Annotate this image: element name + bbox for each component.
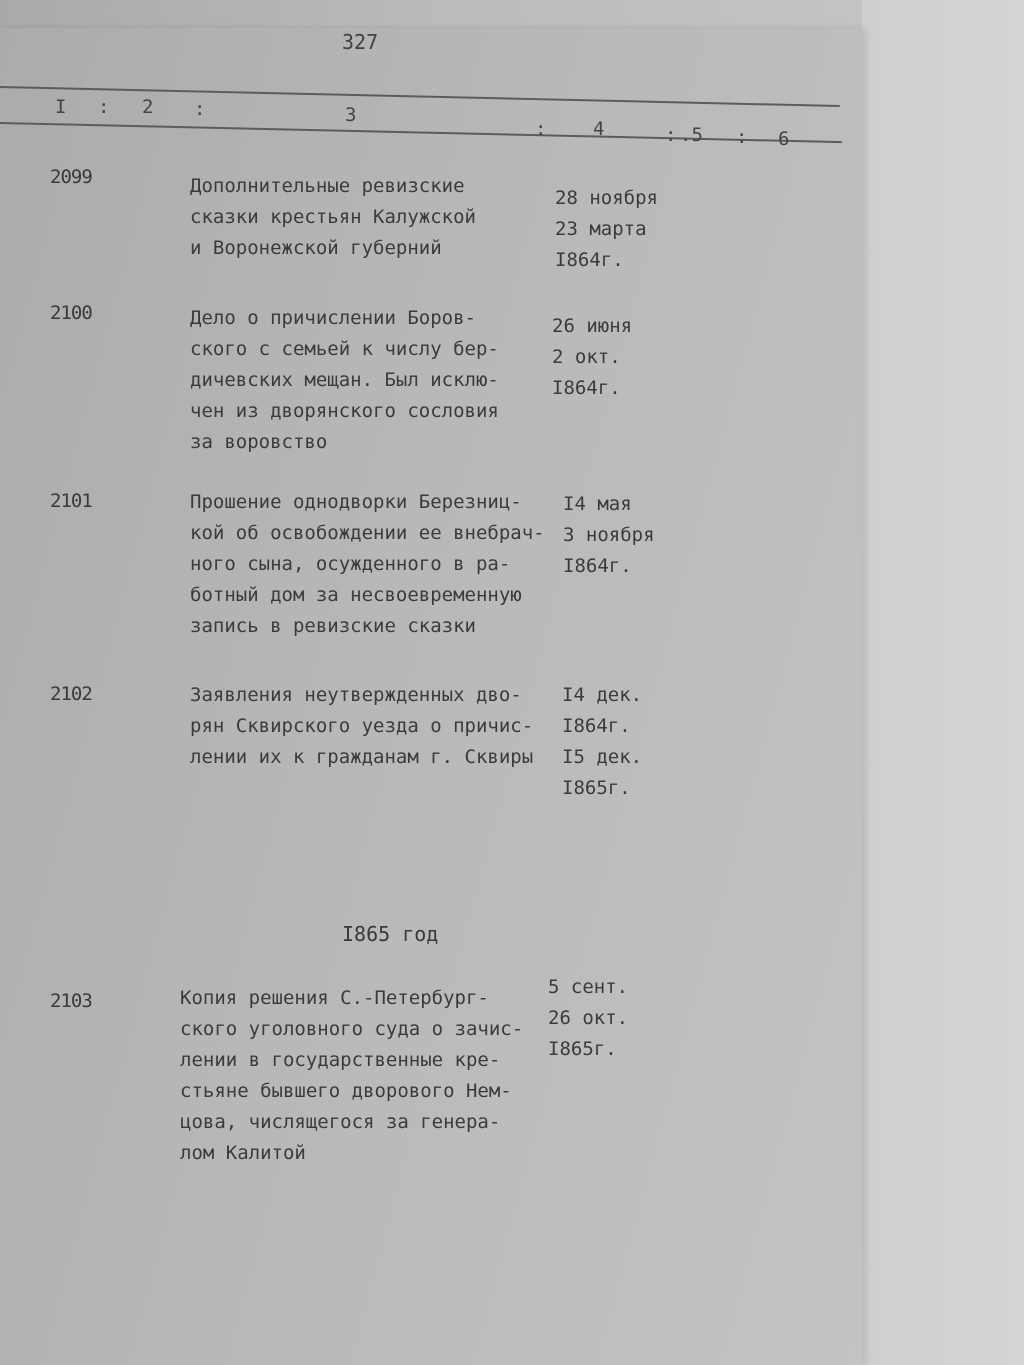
description-line: лении их к гражданам г. Сквиры <box>190 746 534 768</box>
date-line: 2 окт. <box>552 346 621 368</box>
entry-number: 2102 <box>50 683 92 705</box>
description-line: дичевских мещан. Был исклю- <box>190 369 499 391</box>
description-line: Дополнительные ревизские <box>190 175 465 197</box>
entry-dates <box>552 311 632 404</box>
header-sep: : <box>98 96 110 118</box>
description-line: рян Сквирского уезда о причис- <box>190 715 534 737</box>
entry-description <box>190 680 533 773</box>
description-line: и Воронежской губерний <box>190 237 442 259</box>
header-col-1: I <box>55 96 67 118</box>
description-line: Прошение однодворки Березниц- <box>190 491 522 513</box>
page-edge-background <box>862 0 1024 1365</box>
description-line: лении в государственные кре- <box>180 1049 501 1071</box>
date-line: I864г. <box>562 715 631 737</box>
entry-dates <box>555 183 658 276</box>
header-col-2: 2 <box>142 96 154 118</box>
date-line: I4 мая <box>563 493 632 515</box>
page-number: 327 <box>342 30 379 54</box>
entry-number: 2099 <box>50 166 92 188</box>
entry-number: 2103 <box>50 990 92 1012</box>
date-line: I864г. <box>552 377 621 399</box>
description-line: ского уголовного суда о зачис- <box>180 1018 524 1040</box>
description-line: ного сына, осужденного в ра- <box>190 553 511 575</box>
description-line: чен из дворянского сословия <box>190 400 499 422</box>
entry-dates <box>562 680 642 804</box>
date-line: 5 сент. <box>548 976 629 998</box>
header-col-3: 3 <box>345 104 357 126</box>
date-line: 23 марта <box>555 218 647 240</box>
date-line: I865г. <box>548 1038 617 1060</box>
description-line: за воровство <box>190 431 328 453</box>
description-line: запись в ревизские сказки <box>190 615 476 637</box>
header-sep: : <box>535 118 547 140</box>
date-line: I864г. <box>555 249 624 271</box>
date-line: 3 ноября <box>563 524 655 546</box>
date-line: I865г. <box>562 777 631 799</box>
date-line: 26 окт. <box>548 1007 629 1029</box>
date-line: I5 дек. <box>562 746 643 768</box>
entry-number: 2101 <box>50 490 92 512</box>
date-line: 28 ноября <box>555 187 658 209</box>
description-line: ского с семьей к числу бер- <box>190 338 499 360</box>
description-line: Заявления неутвержденных дво- <box>190 684 522 706</box>
header-sep: : <box>665 124 677 146</box>
header-col-5: .5 <box>680 124 703 146</box>
description-line: цова, числящегося за генера- <box>180 1111 501 1133</box>
entry-description <box>180 983 523 1169</box>
header-col-4: 4 <box>593 118 605 140</box>
description-line: ботный дом за несвоевременную <box>190 584 522 606</box>
description-line: Дело о причислении Боров- <box>190 307 476 329</box>
description-line: Копия решения С.-Петербург- <box>180 987 489 1009</box>
section-heading: I865 год <box>342 922 439 946</box>
header-sep: : <box>736 126 748 148</box>
entry-description <box>190 171 476 264</box>
date-line: 26 июня <box>552 315 633 337</box>
date-line: I4 дек. <box>562 684 643 706</box>
header-sep: : <box>194 98 206 120</box>
entry-dates <box>548 972 628 1065</box>
header-col-6: 6 <box>778 128 790 150</box>
entry-dates <box>563 489 655 582</box>
description-line: лом Калитой <box>180 1142 306 1164</box>
description-line: кой об освобождении ее внебрач- <box>190 522 545 544</box>
description-line: сказки крестьян Калужской <box>190 206 476 228</box>
description-line: стьяне бывшего дворового Нем- <box>180 1080 512 1102</box>
entry-description <box>190 303 499 458</box>
entry-description <box>190 487 545 642</box>
date-line: I864г. <box>563 555 632 577</box>
entry-number: 2100 <box>50 302 92 324</box>
